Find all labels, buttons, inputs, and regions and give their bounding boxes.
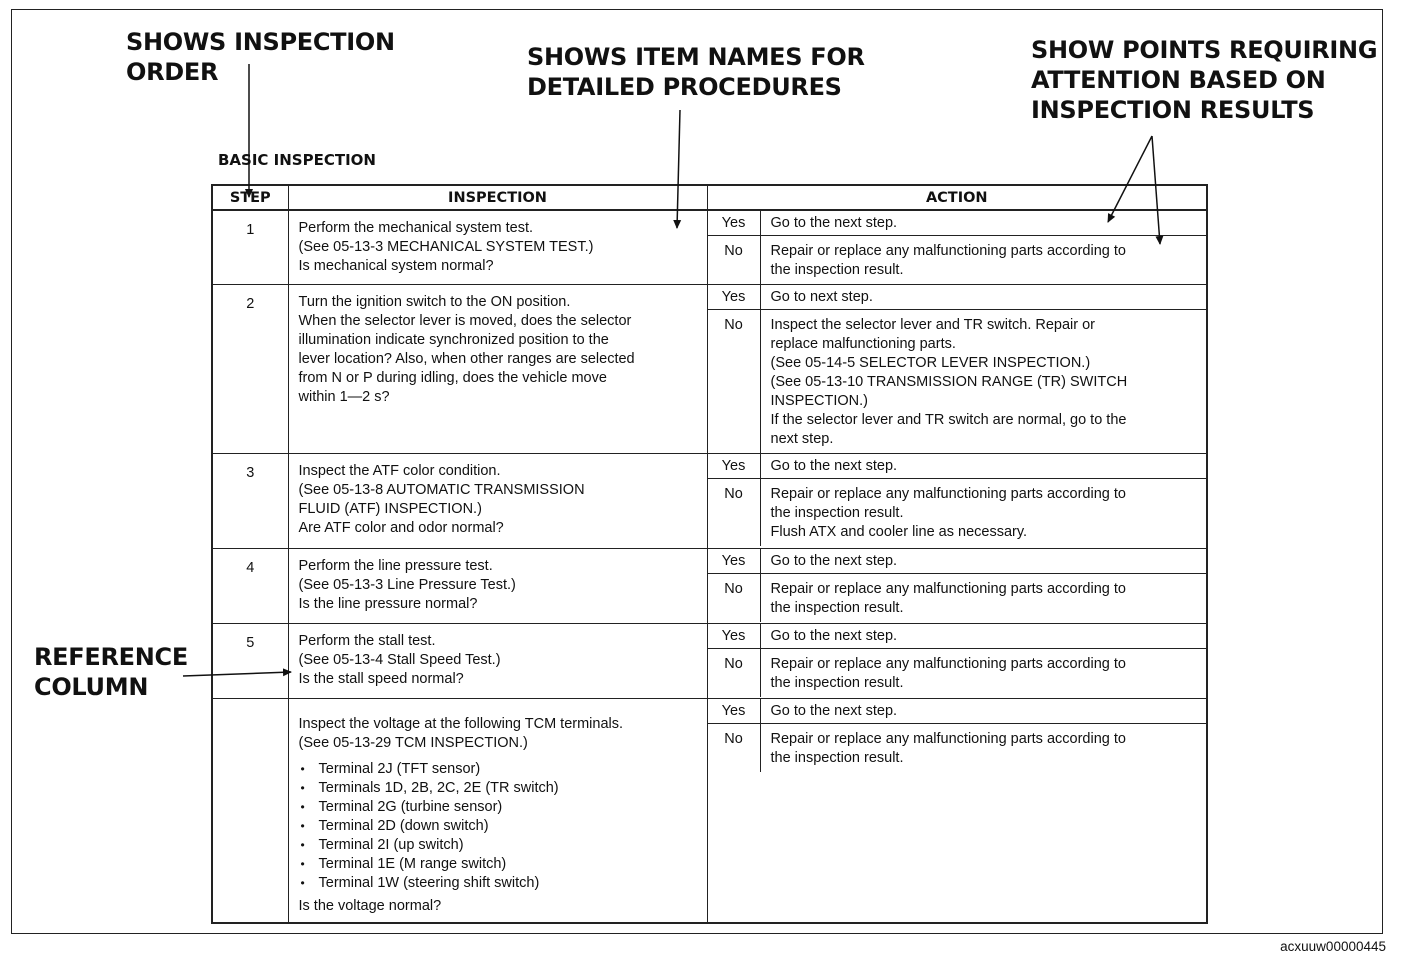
- callout-line: SHOW POINTS REQUIRING: [1031, 36, 1378, 64]
- inspection-line: within 1—2 s?: [298, 389, 390, 405]
- action-line: Repair or replace any malfunctioning parts according to: [770, 581, 1126, 597]
- no-label: No: [708, 649, 761, 697]
- action-line: Go to the next step.: [770, 628, 898, 644]
- action-line: Flush ATX and cooler line as necessary.: [770, 524, 1028, 540]
- callout-line: INSPECTION RESULTS: [1031, 96, 1315, 124]
- action-line: Inspect the selector lever and TR switch. Repair or: [770, 317, 1096, 333]
- callout-line: ORDER: [126, 58, 219, 86]
- callout-line: SHOWS ITEM NAMES FOR: [527, 43, 865, 71]
- inspection-line: (See 05-13-8 AUTOMATIC TRANSMISSION: [298, 482, 585, 498]
- inspection-line: Turn the ignition switch to the ON position.: [298, 294, 571, 310]
- inspection-line: (See 05-13-4 Stall Speed Test.): [298, 652, 501, 668]
- yes-label: Yes: [708, 549, 761, 573]
- action-line: Repair or replace any malfunctioning parts according to: [770, 656, 1126, 672]
- inspection-line: illumination indicate synchronized position to the: [298, 332, 609, 348]
- action-line: Go to next step.: [770, 289, 873, 305]
- inspection-line: Are ATF color and odor normal?: [298, 520, 504, 536]
- action-line: the inspection result.: [770, 262, 904, 278]
- no-label: No: [708, 479, 761, 546]
- attention-arrow-yes: [1108, 136, 1152, 222]
- inspection-line: Perform the line pressure test.: [298, 558, 493, 574]
- yes-label: Yes: [708, 624, 761, 648]
- inspection-line: Inspect the voltage at the following TCM terminals.: [298, 716, 624, 732]
- action-line: the inspection result.: [770, 600, 904, 616]
- action-line: Repair or replace any malfunctioning parts according to: [770, 486, 1126, 502]
- reference-column-arrow: [183, 672, 291, 676]
- list-item: • Terminal 2J (TFT sensor): [301, 760, 699, 779]
- action-line: Repair or replace any malfunctioning parts according to: [770, 243, 1126, 259]
- inspection-line: from N or P during idling, does the vehicle move: [298, 370, 607, 386]
- header-step: STEP: [212, 185, 288, 210]
- action-line: Repair or replace any malfunctioning parts according to: [770, 731, 1126, 747]
- list-item: • Terminal 2G (turbine sensor): [301, 798, 699, 817]
- yes-label: Yes: [708, 211, 761, 235]
- list-item: • Terminal 2D (down switch): [301, 817, 699, 836]
- action-line: the inspection result.: [770, 505, 904, 521]
- step-number: 3: [246, 465, 255, 481]
- inspection-line: Is the stall speed normal?: [298, 671, 464, 687]
- list-item: • Terminals 1D, 2B, 2C, 2E (TR switch): [301, 779, 699, 798]
- inspection-line: FLUID (ATF) INSPECTION.): [298, 501, 482, 517]
- callout-line: DETAILED PROCEDURES: [527, 73, 842, 101]
- action-line: next step.: [770, 431, 834, 447]
- action-line: (See 05-14-5 SELECTOR LEVER INSPECTION.): [770, 355, 1091, 371]
- list-item: • Terminal 1W (steering shift switch): [301, 874, 699, 893]
- yes-label: Yes: [708, 454, 761, 478]
- inspection-question: Is the voltage normal?: [298, 898, 442, 914]
- inspection-line: Perform the mechanical system test.: [298, 220, 533, 236]
- list-item: • Terminal 2I (up switch): [301, 836, 699, 855]
- section-title: BASIC INSPECTION: [218, 151, 376, 169]
- inspection-line: Perform the stall test.: [298, 633, 436, 649]
- inspection-line: When the selector lever is moved, does the selector: [298, 313, 632, 329]
- callout-line: ATTENTION BASED ON: [1031, 66, 1326, 94]
- step-number: 5: [246, 635, 255, 651]
- header-action: ACTION: [707, 185, 1207, 210]
- callout-line: COLUMN: [34, 673, 149, 701]
- yes-label: Yes: [708, 285, 761, 309]
- callout-line: SHOWS INSPECTION: [126, 28, 395, 56]
- no-label: No: [708, 236, 761, 284]
- action-line: Go to the next step.: [770, 215, 898, 231]
- step-number: 2: [246, 296, 255, 312]
- action-line: Go to the next step.: [770, 458, 898, 474]
- inspection-line: (See 05-13-29 TCM INSPECTION.): [298, 735, 528, 751]
- no-label: No: [708, 724, 761, 772]
- action-line: (See 05-13-10 TRANSMISSION RANGE (TR) SWITCH: [770, 374, 1128, 390]
- action-line: INSPECTION.): [770, 393, 868, 409]
- step-number: 1: [246, 222, 255, 238]
- action-line: the inspection result.: [770, 750, 904, 766]
- action-line: Go to the next step.: [770, 703, 898, 719]
- action-line: the inspection result.: [770, 675, 904, 691]
- no-label: No: [708, 574, 761, 622]
- list-item: • Terminal 1E (M range switch): [301, 855, 699, 874]
- inspection-line: Inspect the ATF color condition.: [298, 463, 501, 479]
- action-line: replace malfunctioning parts.: [770, 336, 956, 352]
- inspection-line: lever location? Also, when other ranges are selected: [298, 351, 635, 367]
- step-number: 4: [246, 560, 255, 576]
- image-code: acxuuw00000445: [1280, 939, 1386, 954]
- item-names-arrow: [677, 110, 680, 228]
- inspection-line: Is the line pressure normal?: [298, 596, 478, 612]
- action-line: Go to the next step.: [770, 553, 898, 569]
- callout-line: REFERENCE: [34, 643, 188, 671]
- inspection-line: (See 05-13-3 MECHANICAL SYSTEM TEST.): [298, 239, 594, 255]
- inspection-line: (See 05-13-3 Line Pressure Test.): [298, 577, 516, 593]
- no-label: No: [708, 310, 761, 453]
- header-inspection: INSPECTION: [288, 185, 707, 210]
- attention-arrow-no: [1152, 136, 1160, 244]
- inspection-line: Is mechanical system normal?: [298, 258, 494, 274]
- action-line: If the selector lever and TR switch are normal, go to the: [770, 412, 1127, 428]
- yes-label: Yes: [708, 699, 761, 723]
